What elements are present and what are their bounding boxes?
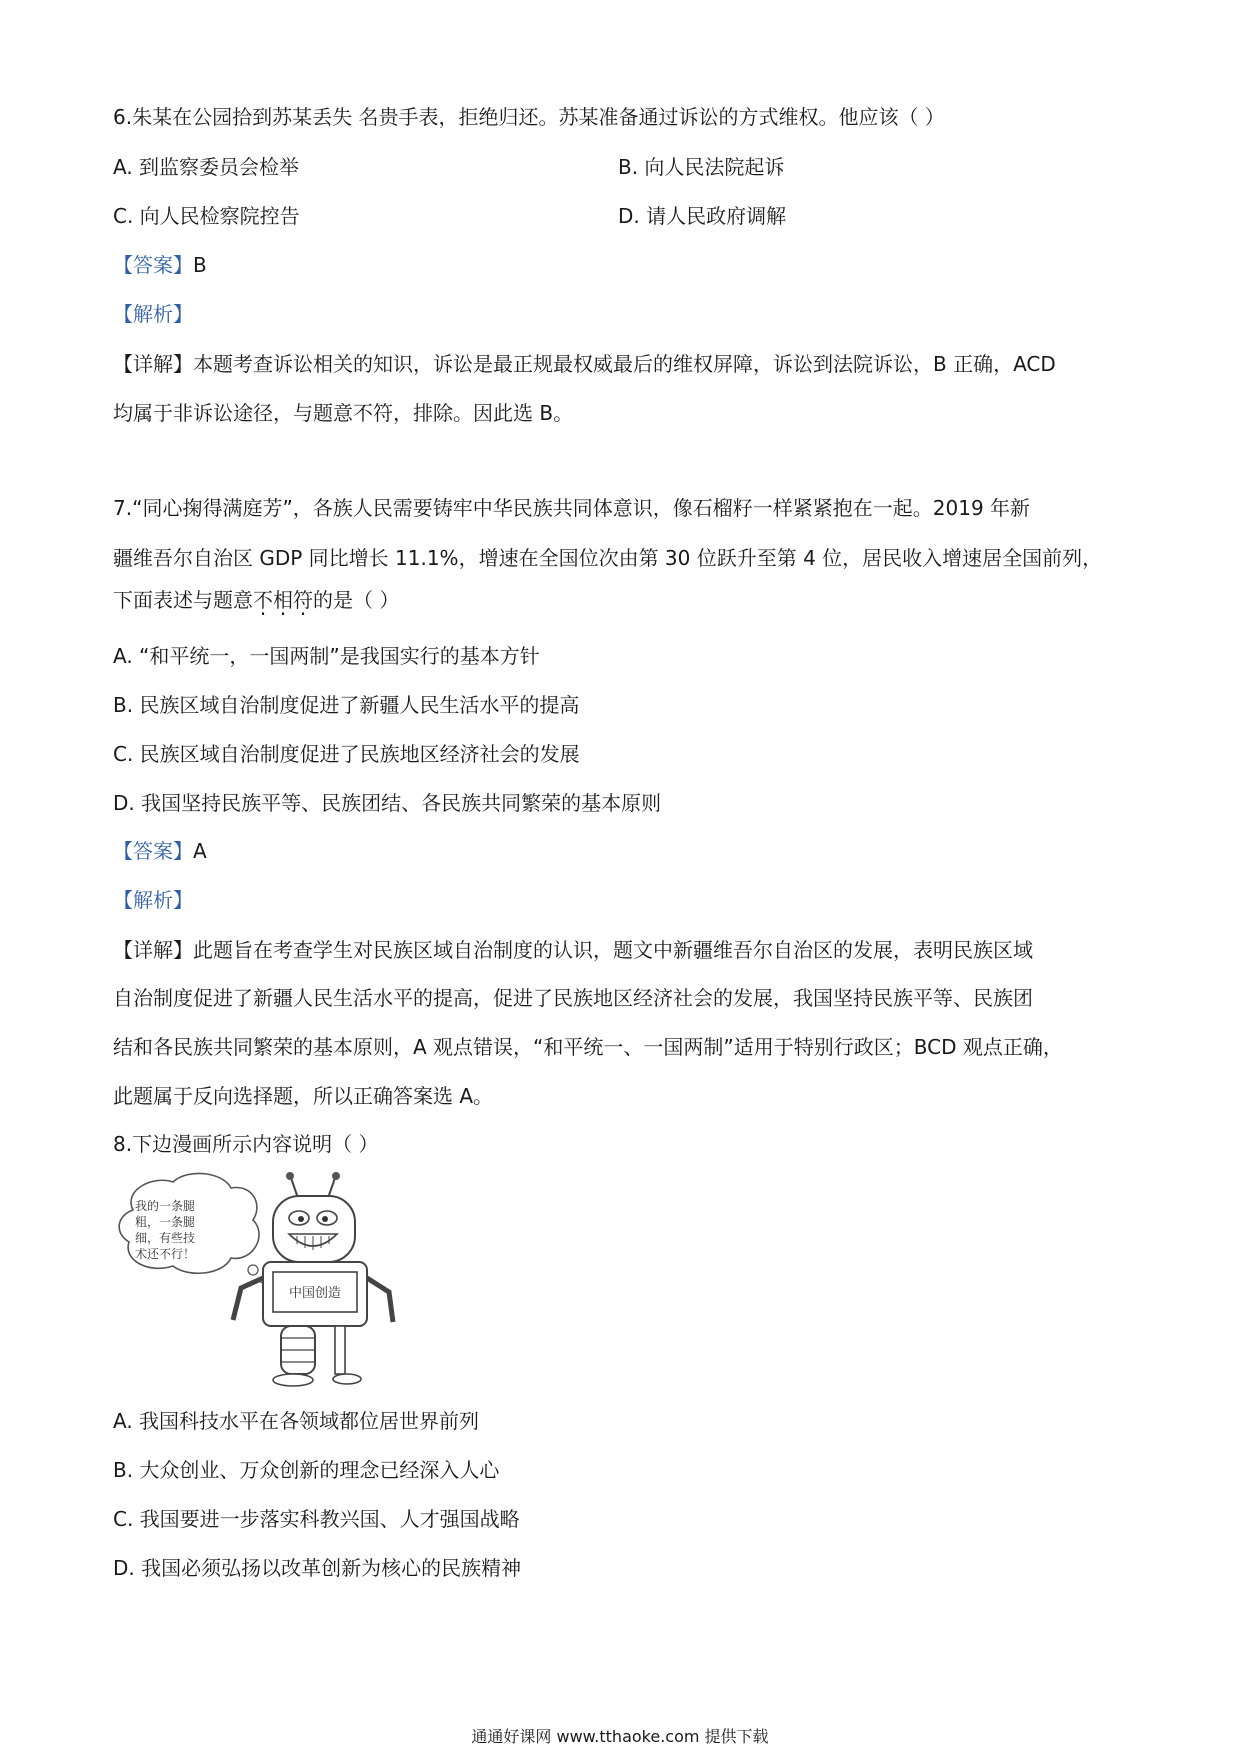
q6-analysis-tag: 【解析】 — [113, 302, 193, 326]
q6-answer — [113, 251, 207, 279]
q6-answer-value: B — [193, 253, 207, 277]
q7-emphasis-char-1: 不 — [253, 588, 273, 612]
q7-stem-line3-pre: 下面表述与题意 — [113, 588, 253, 612]
robot-leg-thin — [333, 1326, 361, 1384]
q6-detail-line2: 均属于非诉讼途径，与题意不符，排除。因此选 B。 — [113, 401, 574, 425]
q8-option-c: C. 我国要进一步落实科教兴国、人才强国战略 — [113, 1507, 520, 1531]
q7-detail-text: 此题旨在考查学生对民族区域自治制度的认识，题文中新疆维吾尔自治区的发展，表明民族区域 — [193, 938, 1033, 962]
q7-answer-tag: 【答案】 — [113, 839, 193, 863]
q7-stem-line2: 疆维吾尔自治区 GDP 同比增长 11.1%，增速在全国位次由第 30 位跃升至第 4 位，居民收入增速居全国前列， — [113, 546, 1103, 570]
q8-stem: 8.下边漫画所示内容说明（ ） — [113, 1132, 379, 1156]
bubble-line4: 术还不行！ — [135, 1247, 196, 1261]
q6-option-a: A. 到监察委员会检举 — [113, 155, 300, 179]
q8-option-a: A. 我国科技水平在各领域都位居世界前列 — [113, 1409, 480, 1433]
q6-option-d: D. 请人民政府调解 — [618, 204, 787, 228]
page-footer: 通通好课网 www.tthaoke.com 提供下载 — [471, 1727, 769, 1746]
antenna-right — [328, 1178, 335, 1198]
robot-leg-thick — [273, 1326, 315, 1386]
q7-detail-line2: 自治制度促进了新疆人民生活水平的提高，促进了民族地区经济社会的发展，我国坚持民族平等、民族团 — [113, 986, 1033, 1010]
q7-stem-line3 — [113, 586, 399, 614]
q7-emphasis-char-3: 符 — [293, 588, 313, 612]
q6-detail-line1 — [113, 350, 1056, 378]
q7-option-c: C. 民族区域自治制度促进了民族地区经济社会的发展 — [113, 742, 580, 766]
robot-arm-left — [233, 1278, 263, 1320]
q7-option-d: D. 我国坚持民族平等、民族团结、各民族共同繁荣的基本原则 — [113, 791, 662, 815]
robot-pupil-right — [322, 1216, 328, 1222]
q6-detail-text: 本题考查诉讼相关的知识，诉讼是最正规最权威最后的维权屏障，诉讼到法院诉讼，B 正确，ACD — [193, 352, 1056, 376]
q7-emphasis-char-2: 相 — [273, 588, 293, 612]
q7-detail-line4: 此题属于反向选择题，所以正确答案选 A。 — [113, 1084, 494, 1108]
q7-detail-tag: 【详解】 — [113, 938, 193, 962]
bubble-line3: 细，有些技 — [135, 1231, 196, 1245]
bubble-line2: 粗，一条腿 — [135, 1215, 196, 1229]
q7-stem-line1: 7.“同心掬得满庭芳”，各族人民需要铸牢中华民族共同体意识，像石榴籽一样紧紧抱在一起。2019 年新 — [113, 496, 1031, 520]
q7-stem-line3-post: 的是（ ） — [313, 588, 400, 612]
q7-answer — [113, 837, 207, 865]
q8-option-d: D. 我国必须弘扬以改革创新为核心的民族精神 — [113, 1556, 522, 1580]
robot-sign-text: 中国创造 — [288, 1286, 342, 1301]
antenna-right-tip — [332, 1172, 340, 1180]
q7-detail-line1 — [113, 936, 1033, 964]
robot-comic-illustration — [113, 1170, 423, 1388]
robot-pupil-left — [298, 1216, 304, 1222]
robot-head — [273, 1196, 355, 1262]
q7-detail-line3: 结和各民族共同繁荣的基本原则，A 观点错误，“和平统一、一国两制”适用于特别行政区；BCD 观点正确， — [113, 1035, 1063, 1059]
q6-detail-tag: 【详解】 — [113, 352, 193, 376]
q6-option-c: C. 向人民检察院控告 — [113, 204, 300, 228]
q8-option-b: B. 大众创业、万众创新的理念已经深入人心 — [113, 1458, 500, 1482]
q6-answer-tag: 【答案】 — [113, 253, 193, 277]
robot-arm-right — [367, 1278, 393, 1322]
q6-option-b: B. 向人民法院起诉 — [618, 155, 785, 179]
antenna-left — [291, 1178, 298, 1198]
q7-option-a: A. “和平统一，一国两制”是我国实行的基本方针 — [113, 644, 540, 668]
q7-analysis-tag: 【解析】 — [113, 888, 193, 912]
q7-answer-value: A — [193, 839, 207, 863]
antenna-left-tip — [286, 1172, 294, 1180]
q6-stem: 6.朱某在公园拾到苏某丢失 名贵手表，拒绝归还。苏某准备通过诉讼的方式维权。他应该（ ） — [113, 105, 945, 129]
bubble-line1: 我的一条腿 — [135, 1199, 196, 1213]
thought-dot-large — [248, 1265, 258, 1275]
q7-option-b: B. 民族区域自治制度促进了新疆人民生活水平的提高 — [113, 693, 580, 717]
